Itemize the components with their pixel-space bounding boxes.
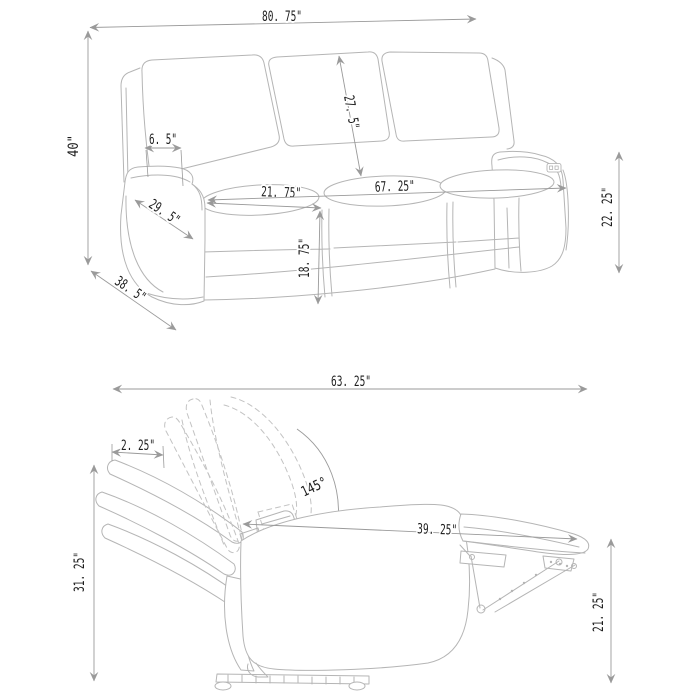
dim-overall-height-label: 40" xyxy=(66,131,82,157)
sofa-front-view xyxy=(66,9,619,330)
dim-arm-front-diagonal-label: 29. 5" xyxy=(145,196,197,239)
dim-overall-height xyxy=(66,31,88,265)
dim-recliner-height xyxy=(72,465,94,681)
dim-wall-clearance-label: 2. 25" xyxy=(121,438,155,454)
dim-seat-front-height xyxy=(297,211,320,304)
recliner-rear-foot xyxy=(349,682,365,690)
dim-right-arm-height-label: 22. 25" xyxy=(600,167,616,227)
sofa-back-cushion-center xyxy=(269,52,390,146)
recliner-front-foot xyxy=(215,682,231,690)
dim-recliner-height-label: 31. 25" xyxy=(72,532,88,592)
dim-back-cushion-height-label: 27. 5" xyxy=(340,94,365,147)
dim-seat-front-height-label: 18. 75" xyxy=(297,218,313,278)
dim-reclined-length-label: 63. 25" xyxy=(331,374,371,390)
sofa-back-cushion-left xyxy=(142,55,279,174)
dim-footrest-height xyxy=(591,539,611,683)
dim-overall-width-label: 80. 75" xyxy=(262,9,302,25)
dim-overall-depth-label: 38. 5" xyxy=(111,273,163,316)
dim-back-to-footrest-label: 39. 25" xyxy=(416,521,477,540)
dim-footrest-height-label: 21. 25" xyxy=(591,572,607,632)
dim-reclined-length xyxy=(113,374,587,390)
sofa-left-back-post xyxy=(121,68,140,182)
dim-overall-width xyxy=(90,9,476,28)
dim-arm-top-width-label: 6. 5" xyxy=(149,132,177,148)
recline-position-outer xyxy=(224,397,311,527)
sofa-back-cushion-right xyxy=(382,52,499,141)
dim-seat-cushion-width-label: 21. 75" xyxy=(260,184,321,203)
dim-interior-width-label: 67. 25" xyxy=(374,177,435,196)
power-button-panel-icon xyxy=(547,164,561,173)
dim-recline-angle xyxy=(298,471,337,501)
recliner-side-view xyxy=(72,374,611,690)
dim-recline-angle-label: 145° xyxy=(298,471,337,501)
dim-right-arm-height xyxy=(600,152,619,273)
